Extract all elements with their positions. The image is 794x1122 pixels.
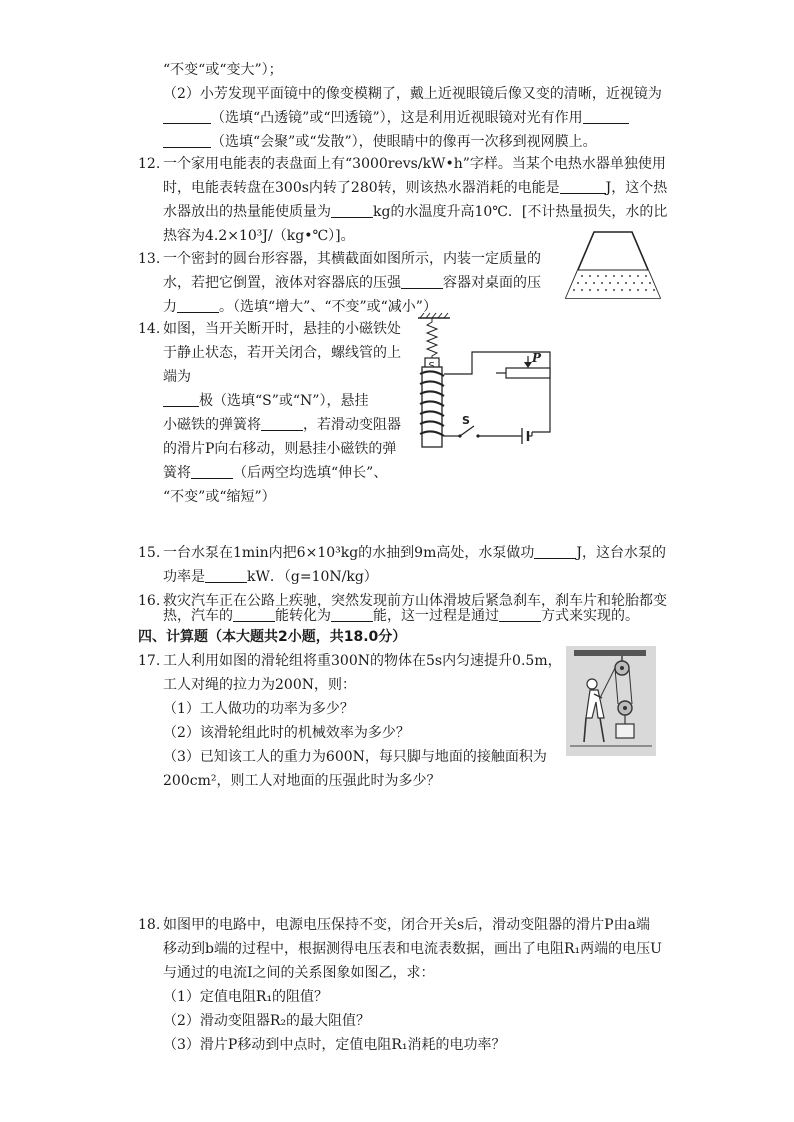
q18-line3: 与通过的电流I之间的关系图象如图乙，求： — [163, 965, 435, 981]
q14-line7-tail: （后两空均选填“伸长”、 — [233, 465, 388, 481]
question-number: 15. — [138, 545, 161, 561]
q18-line4: （1）定值电阻R₁的阻值？ — [163, 989, 329, 1005]
q14-line5-tail: ，若滑动变阻器 — [303, 417, 401, 433]
question-number: 18. — [138, 917, 161, 933]
q14-line5 — [163, 415, 401, 435]
pulley-figure — [566, 646, 656, 756]
q12-line4: 热容为4.2×10³J/（kg•℃）]。 — [163, 228, 355, 244]
q18-line6: （3）滑片P移动到中点时，定值电阻R₁消耗的电功率？ — [163, 1037, 506, 1053]
q15-line2-text: 功率是 — [163, 569, 205, 585]
q14-line6: 的滑片P向右移动，则悬挂小磁铁的弹 — [163, 441, 397, 457]
q12-line2-text: 时，电能表转盘在300s内转了280转，则该热水器消耗的电能是 — [163, 180, 560, 196]
q11-line3 — [163, 108, 629, 128]
q11-line1: “不变“或“变大”）； — [163, 62, 283, 78]
question-number: 17. — [138, 653, 161, 669]
q11-line3-text: （选填“凸透镜”或“凹透镜”），这是利用近视眼镜对光有作用 — [211, 110, 583, 126]
q15-line1-unit: J，这台水泵的 — [576, 545, 666, 561]
q16-line1: 救灾汽车正在公路上疾驰，突然发现前方山体滑坡后紧急刹车，刹车片和轮胎都变 — [163, 593, 667, 609]
question-number: 12. — [138, 156, 161, 172]
q16-line2-text-b: 能转化为 — [275, 608, 331, 624]
q14-line7-text: 簧将 — [163, 465, 191, 481]
q18-line2: 移动到b端的过程中，根据测得电压表和电流表数据，画出了电阻R₁两端的电压U — [163, 941, 662, 957]
answer-blank[interactable] — [163, 109, 211, 124]
q15-line1 — [163, 543, 666, 563]
q14-line7 — [163, 463, 387, 483]
answer-blank[interactable] — [163, 133, 211, 148]
answer-blank[interactable] — [191, 464, 233, 479]
answer-blank[interactable] — [583, 109, 629, 124]
q18-line5: （2）滑动变阻器R₂的最大阻值？ — [163, 1013, 371, 1029]
q17-line3: （1）工人做功的功率为多少？ — [163, 701, 354, 717]
q12-line3-unit: kg的水温度升高10℃．[不计热量损失，水的比 — [373, 204, 668, 220]
q12-line3 — [163, 202, 667, 222]
q13-line3-tail: 。（选填“增大”、“不变”或“减小”） — [219, 299, 437, 315]
answer-blank[interactable] — [177, 298, 219, 313]
question-number: 13. — [138, 251, 161, 267]
question-number: 16. — [138, 593, 161, 609]
section-heading: 四、计算题（本大题共2小题，共18.0分） — [138, 629, 407, 645]
q16-line2 — [163, 606, 639, 626]
answer-blank[interactable] — [560, 179, 606, 194]
q12-line3-text: 水器放出的热量能使质量为 — [163, 204, 331, 220]
q14-line5-text: 小磁铁的弹簧将 — [163, 417, 261, 433]
q14-line8: “不变”或“缩短”） — [163, 489, 276, 505]
q13-line2 — [163, 273, 541, 293]
q11-line4-text: （选填“会聚”或“发散”），使眼睛中的像再一次移到视网膜上。 — [211, 134, 597, 150]
q18-line1: 如图甲的电路中，电源电压保持不变，闭合开关s后，滑动变阻器的滑片P由a端 — [163, 917, 650, 933]
answer-blank[interactable] — [163, 392, 199, 407]
answer-blank[interactable] — [331, 607, 373, 622]
q12-line2-unit: J，这个热 — [605, 180, 668, 196]
q17-line1: 工人利用如图的滑轮组将重300N的物体在5s内匀速提升0.5m， — [163, 653, 562, 669]
solenoid-circuit-figure — [410, 312, 570, 452]
q15-line1-text: 一台水泵在1min内把6×10³kg的水抽到9m高处，水泵做功 — [163, 545, 535, 561]
answer-blank[interactable] — [205, 568, 247, 583]
q16-line2-text: 热，汽车的 — [163, 608, 233, 624]
q17-line2: 工人对绳的拉力为200N，则： — [163, 677, 356, 693]
q11-line4 — [163, 132, 597, 152]
container-figure — [560, 226, 666, 304]
q17-line5: （3）已知该工人的重力为600N，每只脚与地面的接触面积为 — [163, 749, 547, 765]
q12-line1: 一个家用电能表的表盘面上有“3000revs/kW•h”字样。当某个电热水器单独使用 — [163, 156, 666, 172]
answer-blank[interactable] — [331, 203, 373, 218]
question-number: 14. — [138, 321, 161, 337]
q17-line6: 200cm²，则工人对地面的压强此时为多少？ — [163, 773, 441, 789]
q14-line4-text: 极（选填“S”或“N”），悬挂 — [199, 393, 369, 409]
answer-blank[interactable] — [233, 607, 275, 622]
answer-blank[interactable] — [499, 607, 541, 622]
q15-line2 — [163, 567, 378, 587]
answer-blank[interactable] — [261, 416, 303, 431]
q16-line2-text-c: 能，这一过程是通过 — [373, 608, 499, 624]
switch-label: S — [462, 414, 470, 427]
answer-blank[interactable] — [534, 544, 576, 559]
q13-line3 — [163, 297, 437, 317]
q13-line1: 一个密封的圆台形容器，其横截面如图所示，内装一定质量的 — [163, 251, 541, 267]
q13-line2-tail: 容器对桌面的压 — [443, 275, 541, 291]
q13-line2-text: 水，若把它倒置，液体对容器底的压强 — [163, 275, 401, 291]
q12-line2 — [163, 178, 667, 198]
q14-line3: 端为 — [163, 369, 191, 385]
q15-line2-unit: kW．（g=10N/kg） — [247, 569, 378, 585]
answer-blank[interactable] — [401, 274, 443, 289]
q13-line3-text: 力 — [163, 299, 177, 315]
q14-line2: 于静止状态，若开关闭合，螺线管的上 — [163, 345, 401, 361]
q16-line2-text-d: 方式来实现的。 — [541, 608, 639, 624]
slider-label-p: P — [532, 351, 542, 365]
q11-line2: （2）小芳发现平面镜中的像变模糊了，戴上近视眼镜后像又变的清晰，近视镜为 — [163, 86, 662, 102]
q14-line1: 如图，当开关断开时，悬挂的小磁铁处 — [163, 321, 401, 337]
q14-line4 — [163, 391, 368, 411]
q17-line4: （2）该滑轮组此时的机械效率为多少？ — [163, 725, 410, 741]
